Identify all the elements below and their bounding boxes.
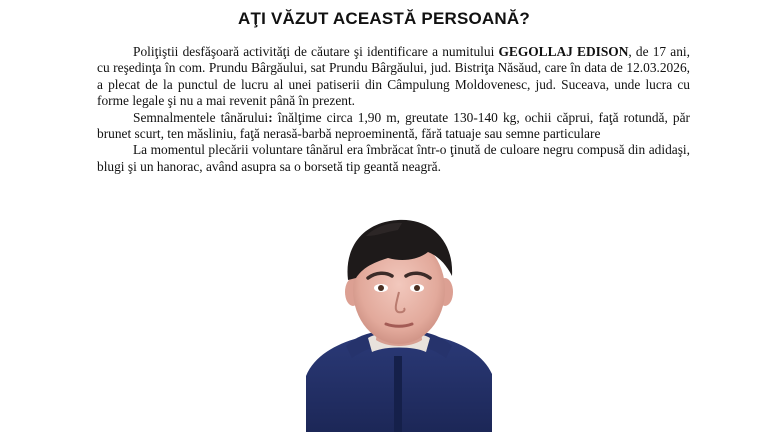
person-name: GEGOLLAJ EDISON: [498, 44, 629, 59]
paragraph-text: Poliţiştii desfăşoară activităţi de căutare şi identificare a numitului: [133, 44, 499, 59]
notice-body: [97, 44, 690, 175]
paragraph-text: , de 17 ani, cu reşedinţa în com. Prundu Bârgăului, sat Prundu Bârgăului, jud. Bistriţa Năsăud, care în data de 12.03.2026, a plecat de la punctul de lucru al unei patiserii din Câmpulung Moldovenesc, jud. Suceava, unde lucra cu forme legale şi nu a mai revenit până în prezent.: [97, 44, 690, 109]
portrait-image: [306, 206, 492, 432]
notice-title: AŢI VĂZUT ACEASTĂ PERSOANĂ?: [238, 9, 530, 28]
paragraph-description: [97, 44, 690, 110]
paragraph-clothing: La momentul plecării voluntare tânărul era îmbrăcat într-o ţinută de culoare negru compusă din adidaşi, blugi şi un hanorac, având asupra sa o borsetă tip geantă neagră.: [97, 142, 690, 174]
person-photo: [306, 206, 492, 432]
paragraph-text: înălţime circa 1,90 m, greutate 130-140 kg, ochii căprui, faţă rotundă, păr brunet scurt, ten măsliniu, faţă nerasă-barbă neproeminentă, fără tatuaje sau semne particulare: [97, 109, 690, 142]
paragraph-features: [97, 110, 690, 143]
colon: :: [268, 109, 273, 125]
paragraph-text: Semnalmentele tânărului: [133, 109, 269, 125]
